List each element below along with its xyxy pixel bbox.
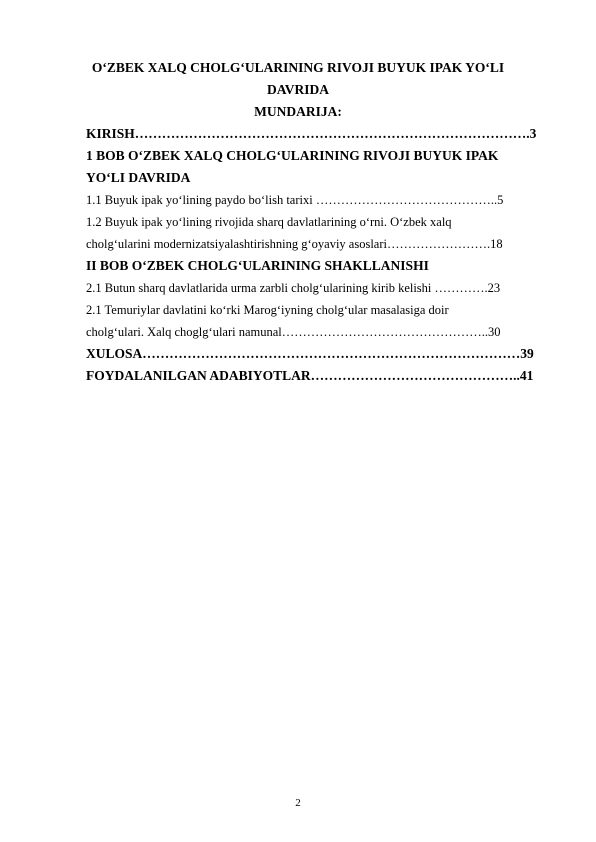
toc-line: KIRISH…………………………………………………………………………….3	[86, 126, 537, 141]
toc-line: 2.1 Temuriylar davlatini ko‘rki Marog‘iyning cholg‘ular masalasiga doir	[86, 303, 449, 317]
toc-line: 1 BOB O‘ZBEK XALQ CHOLG‘ULARINING RIVOJI BUYUK IPAK	[86, 148, 499, 163]
toc-line: XULOSA…………………………………………………………………………39	[86, 346, 534, 361]
toc-line: II BOB O‘ZBEK CHOLG‘ULARINING SHAKLLANISHI	[86, 258, 429, 273]
toc-line: YO‘LI DAVRIDA	[86, 170, 191, 185]
toc-line: FOYDALANILGAN ADABIYOTLAR………………………………………..41	[86, 368, 534, 383]
document-title-line-1: O‘ZBEK XALQ CHOLG‘ULARINING RIVOJI BUYUK IPAK YO‘LI	[91, 60, 505, 75]
toc-line: cholg‘ulari. Xalq choglg‘ulari namunal…………………………………………..30	[86, 325, 501, 339]
toc-line: 1.2 Buyuk ipak yo‘lining rivojida sharq davlatlarining o‘rni. O‘zbek xalq	[86, 215, 452, 229]
toc-line: cholg‘ularini modernizatsiyalashtirishning g‘oyaviy asoslari…………………….18	[86, 237, 503, 251]
page-number: 2	[295, 797, 301, 809]
document-title-line-2: DAVRIDA	[266, 82, 329, 97]
contents-heading: MUNDARIJA:	[254, 104, 342, 119]
toc-line: 2.1 Butun sharq davlatlarida urma zarbli cholg‘ularining kirib kelishi ………….23	[86, 281, 501, 295]
toc-line: 1.1 Buyuk ipak yo‘lining paydo bo‘lish tarixi ……………………………………..5	[86, 193, 504, 207]
